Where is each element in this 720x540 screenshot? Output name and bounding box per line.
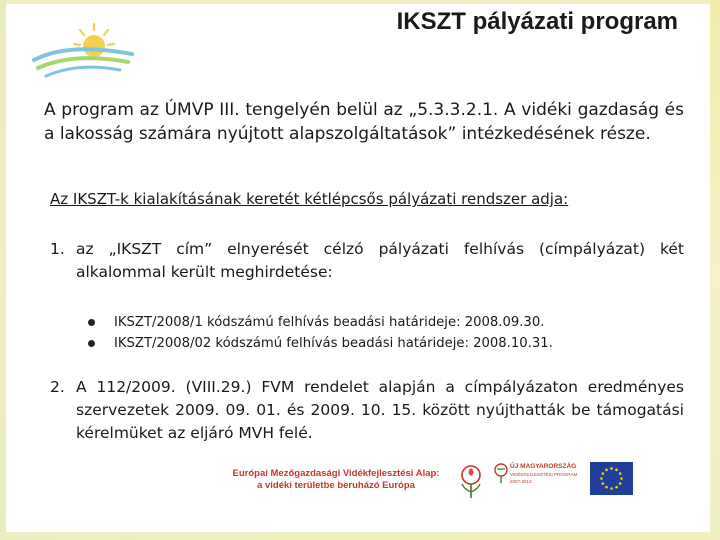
- bullet-dot-icon: [88, 340, 95, 347]
- eu-flag-icon: [590, 462, 633, 495]
- list-item-1: [50, 238, 684, 284]
- bullet-text: IKSZT/2008/1 kódszámú felhívás beadási határideje: 2008.09.30.: [114, 315, 545, 330]
- eu-star-icon: [610, 467, 613, 470]
- sun-wave-logo-icon: [28, 16, 138, 86]
- list-item-2: [50, 376, 684, 445]
- frame-bottom: [0, 532, 720, 540]
- eu-star-icon: [602, 482, 605, 485]
- bullet-item: [88, 312, 688, 333]
- eu-star-icon: [615, 469, 618, 472]
- intro-paragraph: A program az ÚMVP III. tengelyén belül az „5.3.3.2.1. A vidéki gazdaság és a lakosság számára nyújtott alapszolgáltatások” intézkedésének része.: [44, 100, 684, 144]
- eu-star-icon: [619, 482, 622, 485]
- page-title: IKSZT pályázati program: [396, 8, 678, 35]
- eafrd-line-1: Európai Mezőgazdasági Vidékfejlesztési Alap:: [232, 468, 440, 479]
- umvp-subtitle: VIDÉKFEJLESZTÉSI PROGRAM: [510, 472, 578, 477]
- eu-star-icon: [600, 477, 603, 480]
- bullet-dot-icon: [88, 319, 95, 326]
- flower-logo-icon: [456, 462, 486, 502]
- frame-right: [710, 0, 720, 540]
- deadline-bullet-list: [88, 312, 688, 354]
- eu-star-icon: [619, 472, 622, 475]
- subheading: Az IKSZT-k kialakításának keretét kétlépcsős pályázati rendszer adja:: [50, 190, 569, 208]
- eu-star-icon: [610, 487, 613, 490]
- bullet-item: [88, 333, 688, 354]
- bullet-text: IKSZT/2008/02 kódszámú felhívás beadási határideje: 2008.10.31.: [114, 336, 553, 351]
- list-item-text: A 112/2009. (VIII.29.) FVM rendelet alapján a címpályázaton eredményes szervezetek 2009. 09. 01. és 2009. 10. 15. között nyújthatták be támogatási kérelmüket az eljáró MVH felé.: [76, 378, 684, 442]
- eu-star-icon: [602, 472, 605, 475]
- list-item-text: az „IKSZT cím” elnyerését célzó pályázati felhívás (címpályázat) két alkalommal került meghirdetése:: [76, 240, 684, 281]
- list-item-number: 1.: [50, 240, 65, 258]
- eafrd-caption: [226, 468, 446, 492]
- umvp-emblem-icon: [494, 462, 508, 484]
- eu-star-icon: [620, 477, 623, 480]
- umvp-title: ÚJ MAGYARORSZÁG: [510, 463, 577, 470]
- eu-star-icon: [605, 486, 608, 489]
- eu-star-icon: [605, 469, 608, 472]
- umvp-logo: [494, 460, 578, 498]
- umvp-years: 2007-2013: [510, 479, 532, 484]
- eu-star-icon: [615, 486, 618, 489]
- eafrd-line-2: a vidéki területbe beruházó Európa: [257, 480, 415, 491]
- frame-top: [0, 0, 720, 4]
- frame-left: [0, 0, 6, 540]
- list-item-number: 2.: [50, 378, 65, 396]
